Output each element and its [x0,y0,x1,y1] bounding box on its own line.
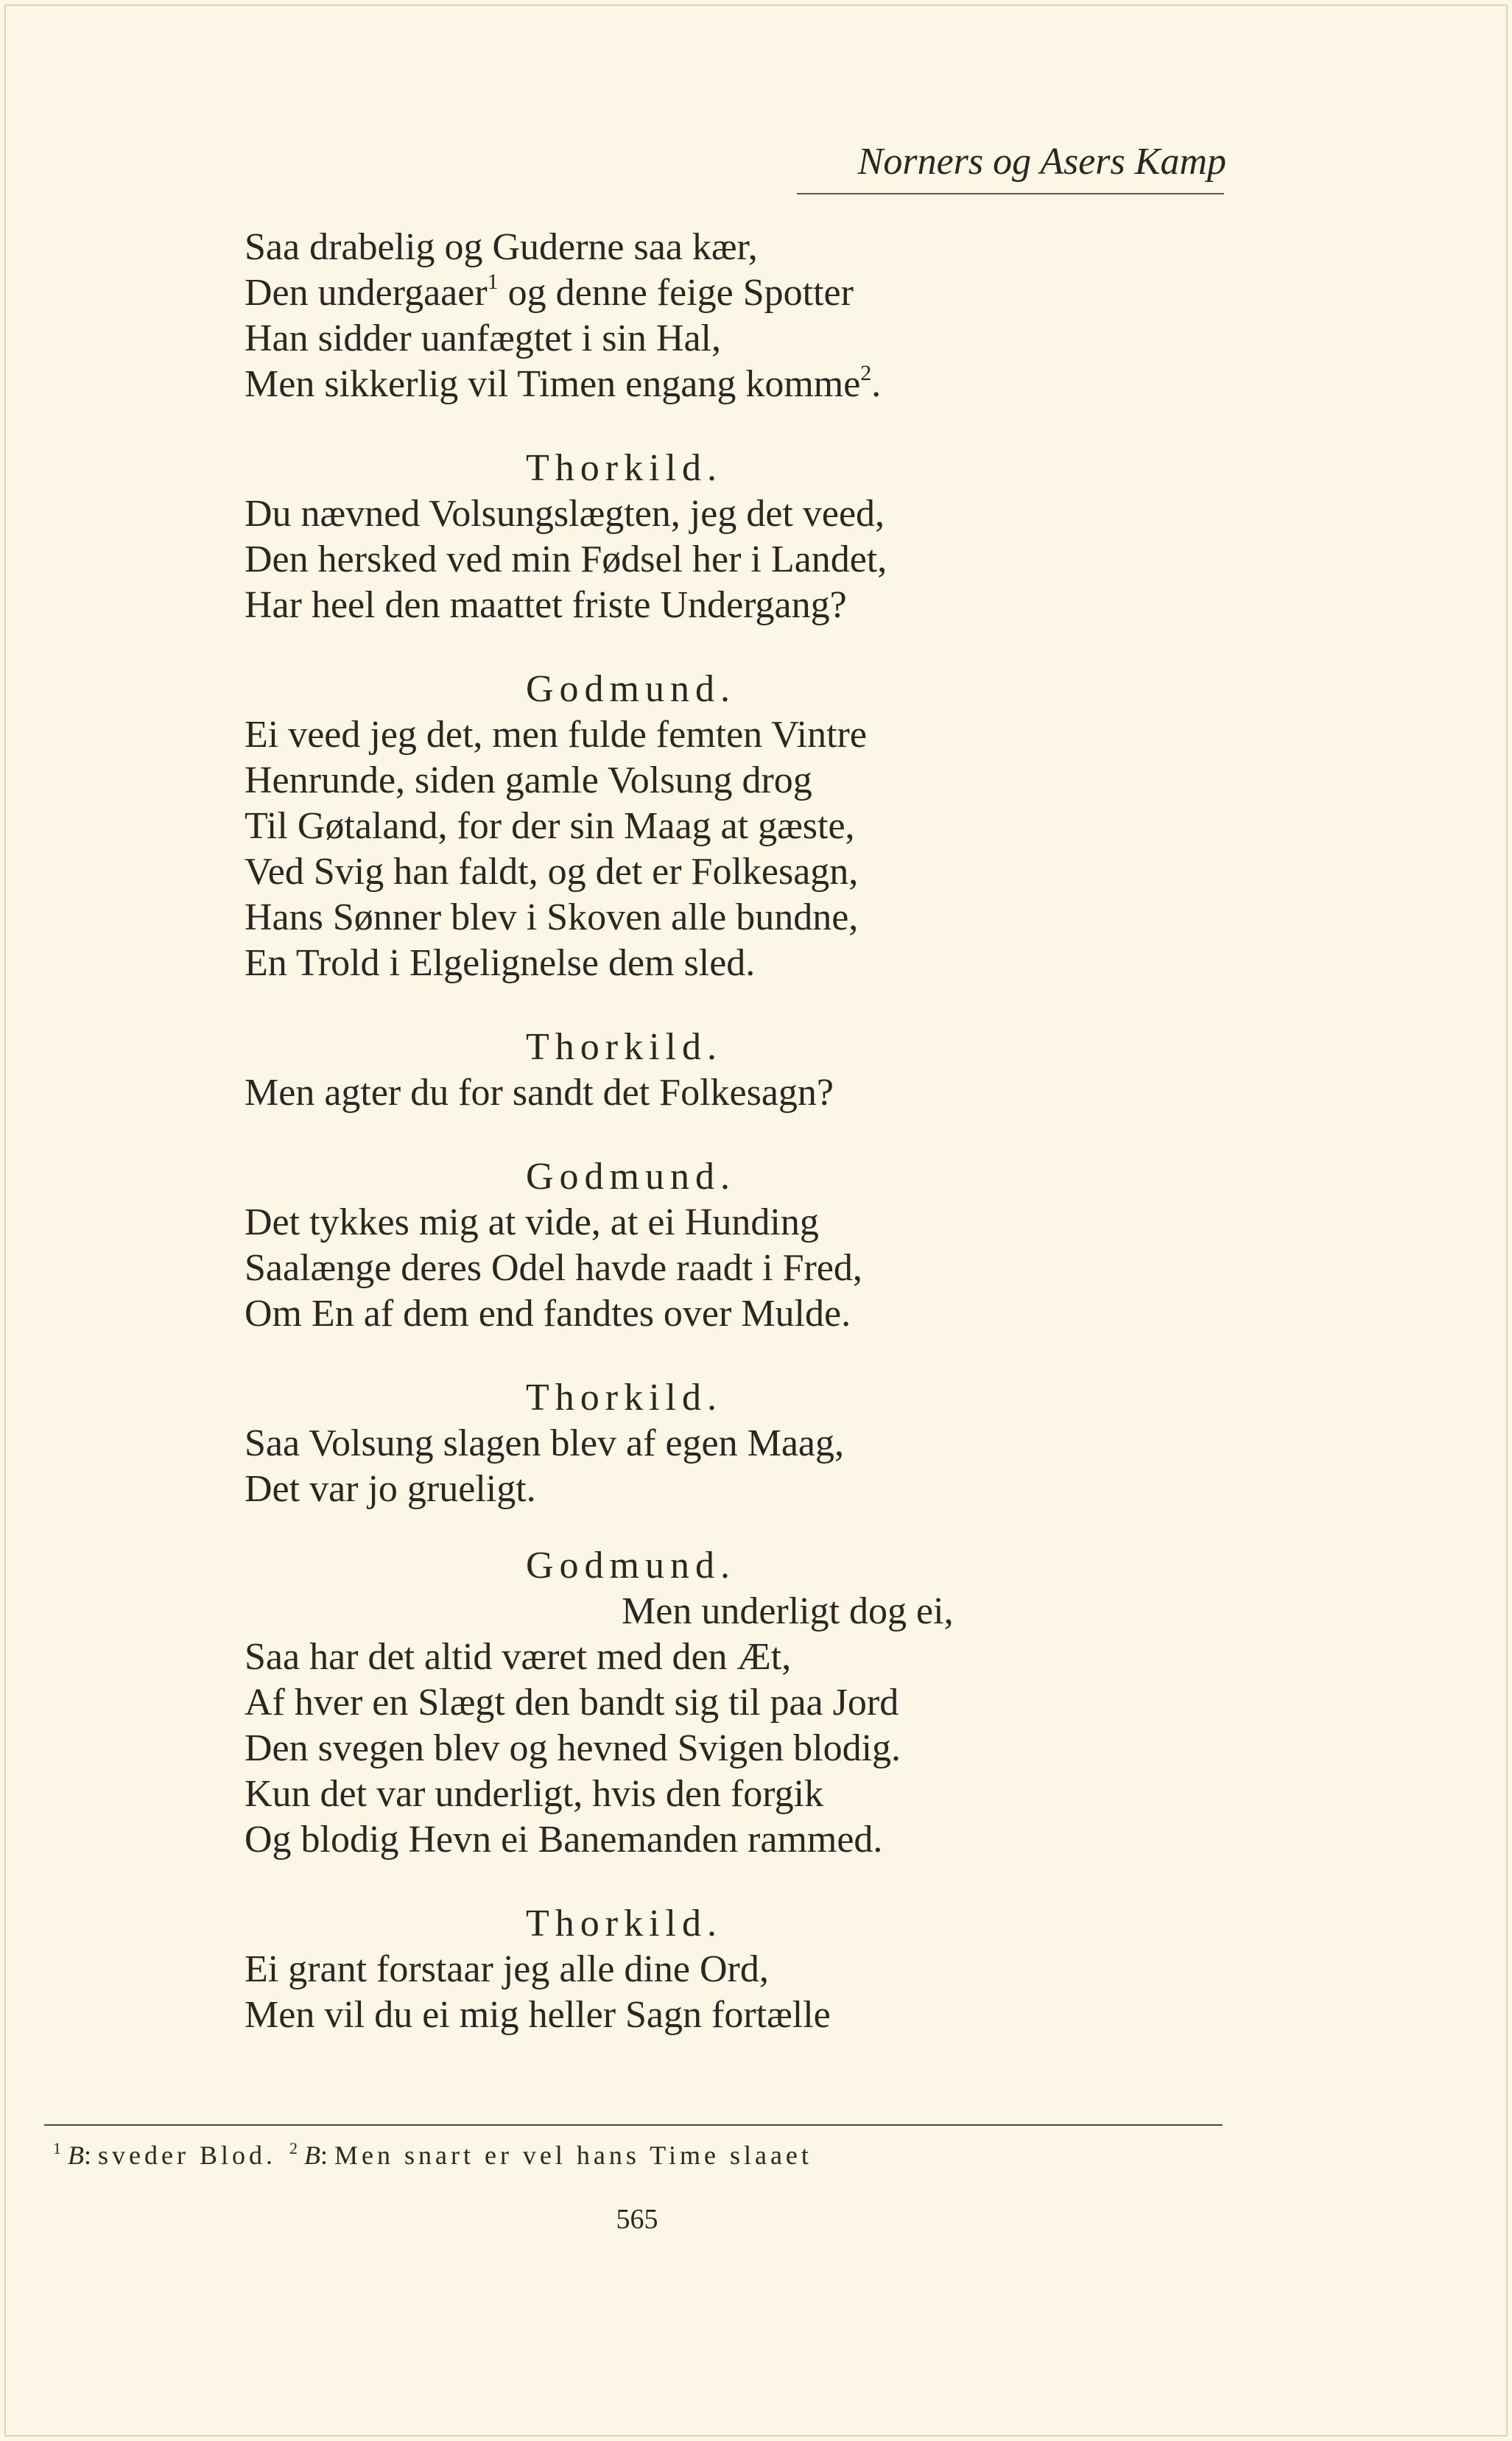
verse-line: Saa Volsung slagen blev af egen Maag, [245,1422,844,1464]
footnote: $^1$ B: sveder Blod. [53,2139,276,2170]
verse-line: Det var jo grueligt. [245,1468,536,1510]
page-number: 565 [616,2204,658,2235]
verse-line: Saa drabelig og Guderne saa kær, [245,226,758,268]
verse-line: En Trold i Elgelignelse dem sled. [245,942,756,984]
verse-body [245,225,1276,2038]
verse-line: Men sikkerlig vil Timen engang komme$^2$. [245,361,882,405]
verse-line: Ved Svig han faldt, og det er Folkesagn, [245,851,859,893]
verse-block [245,1154,1276,1337]
verse-line: Den svegen blev og hevned Svigen blodig. [245,1727,901,1769]
speaker-name: Thorkild. [526,1377,722,1419]
footnote-ref: 2 [860,361,872,385]
speaker-name: Godmund. [526,668,736,710]
verse-line: Til Gøtaland, for der sin Maag at gæste, [245,805,855,847]
verse-line: Den undergaaer$^1$ og denne feige Spotter [245,270,854,314]
speaker-name: Godmund. [526,1156,736,1198]
verse-line: Ei veed jeg det, men fulde femten Vintre [245,714,867,756]
verse-line: Henrunde, siden gamle Volsung drog [245,759,812,801]
speaker-name: Thorkild. [526,1903,722,1945]
verse-block [245,225,1276,407]
speaker-name: Thorkild. [526,447,722,489]
verse-line: Men vil du ei mig heller Sagn fortælle [245,1994,831,2036]
verse-line: Af hver en Slægt den bandt sig til paa Jord [245,1682,899,1724]
running-header: Norners og Asers Kamp [857,141,1226,183]
verse-line: Ei grant forstaar jeg alle dine Ord, [245,1948,769,1990]
verse-block [245,1901,1276,2038]
speaker-name: Godmund. [526,1545,736,1587]
footnote-rule [44,2124,1223,2126]
verse-line: Og blodig Hevn ei Banemanden rammed. [245,1819,883,1861]
footnotes [53,2138,1158,2172]
footnote-ref: 1 [487,270,499,294]
verse-line: Det tykkes mig at vide, at ei Hunding [245,1201,819,1243]
verse-block [245,667,1276,986]
footnote: $^2$ B: Men snart er vel hans Time slaaet [289,2139,812,2170]
verse-line: Men agter du for sandt det Folkesagn? [245,1072,834,1114]
verse-line: Kun det var underligt, hvis den forgik [245,1773,824,1815]
verse-line: Saa har det altid været med den Æt, [245,1636,792,1678]
verse-line: Saalænge deres Odel havde raadt i Fred, [245,1247,862,1289]
verse-line: Han sidder uanfægtet i sin Hal, [245,317,721,359]
verse-line: Om En af dem end fandtes over Mulde. [245,1293,851,1335]
verse-block [245,1543,1276,1863]
verse-line: Men underligt dog ei, [622,1590,954,1632]
verse-block [245,1025,1276,1116]
verse-line: Hans Sønner blev i Skoven alle bundne, [245,896,859,938]
verse-line: Har heel den maattet friste Undergang? [245,584,847,626]
verse-block [245,1375,1276,1512]
verse-line: Den hersked ved min Fødsel her i Landet, [245,538,887,580]
verse-block [245,446,1276,628]
verse-line: Du nævned Volsungslægten, jeg det veed, [245,493,885,535]
header-rule [797,193,1224,194]
speaker-name: Thorkild. [526,1026,722,1068]
